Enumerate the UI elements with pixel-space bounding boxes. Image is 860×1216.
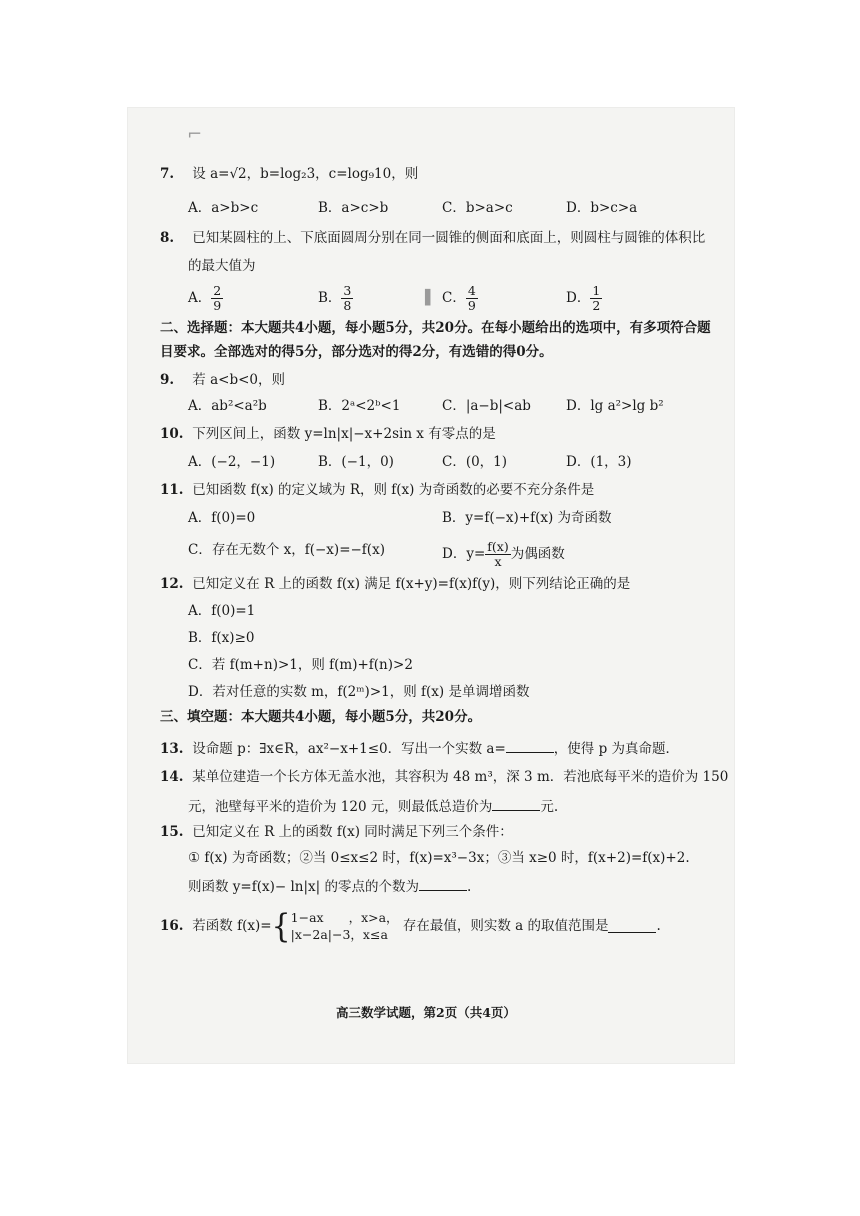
question-number: 14. [160, 769, 184, 785]
answer-blank[interactable] [506, 740, 554, 753]
option-label: A． [188, 289, 212, 306]
question-15-line3 [188, 878, 471, 895]
option-b: B．(−1，0) [318, 454, 394, 470]
question-stem-pre: 设命题 p：∃x∈R，ax²−x+1≤0．写出一个实数 a= [192, 741, 506, 757]
option-d: D．lg a²>lg b² [566, 398, 664, 414]
piece-2: |x−2a|−3，x≤a [290, 926, 388, 942]
option-label: C． [442, 289, 466, 306]
question-7 [160, 168, 418, 182]
option-a: A．a>b>c [188, 200, 259, 216]
option-a [188, 284, 223, 313]
option-label: B． [318, 289, 342, 306]
option-d: D．若对任意的实数 m，f(2ᵐ)>1，则 f(x) 是单调增函数 [188, 684, 530, 700]
option-d: D．b>c>a [566, 200, 638, 216]
question-9 [160, 374, 285, 388]
fraction [466, 284, 478, 313]
numerator: 2 [213, 283, 222, 298]
option-a: A．(−2，−1) [188, 454, 276, 470]
question-stem-post: ，使得 p 为真命题． [553, 741, 680, 757]
question-stem-pre: 元，池壁每平米的造价为 120 元，则最低总造价为 [188, 799, 493, 815]
option-d [442, 540, 565, 569]
numerator: 4 [467, 283, 476, 298]
question-stem-post: 存在最值，则实数 a 的取值范围是 [402, 918, 609, 935]
option-c: C．存在无数个 x，f(−x)=−f(x) [188, 542, 385, 558]
option-b: B．f(x)≥0 [188, 630, 255, 646]
question-stem-post: . [467, 879, 472, 895]
option-c: C．若 f(m+n)>1，则 f(m)+f(n)>2 [188, 657, 413, 673]
question-stem: 设 a=√2，b=log₂3，c=log₉10，则 [192, 166, 419, 182]
denominator: 8 [343, 297, 352, 313]
numerator: f(x) [487, 539, 509, 554]
piecewise-function [291, 910, 399, 944]
section-3-heading: 三、填空题：本大题共4小题，每小题5分，共20分。 [160, 709, 482, 725]
answer-blank[interactable] [492, 798, 540, 811]
fraction [341, 284, 353, 313]
scan-mark: ⌐ [187, 124, 203, 145]
option-d-prefix: D．y= [442, 545, 486, 562]
option-b: B．2ᵃ<2ᵇ<1 [318, 398, 401, 414]
option-a: A．f(0)=0 [188, 510, 256, 526]
option-c: C．(0，1) [442, 454, 508, 470]
question-stem-pre: 若函数 f(x)= [192, 918, 272, 935]
scan-mark: ▌ [425, 290, 436, 306]
option-d-suffix: 为偶函数 [510, 545, 565, 562]
page-footer: 高三数学试题，第2页（共4页） [336, 1005, 516, 1020]
question-number: 8. [160, 230, 175, 246]
option-a: A．f(0)=1 [188, 603, 256, 619]
question-stem-line1: 某单位建造一个长方体无盖水池，其容积为 48 m³，深 3 m．若池底每平米的造价为 150 [192, 769, 729, 785]
question-14-line2 [188, 798, 558, 815]
denominator: 9 [467, 297, 476, 313]
question-13 [160, 740, 679, 757]
denominator: 2 [592, 297, 601, 313]
question-8 [160, 232, 705, 246]
numerator: 1 [592, 283, 601, 298]
option-c: C．|a−b|<ab [442, 398, 531, 414]
question-8-line2: 的最大值为 [188, 258, 256, 274]
option-d: D．(1，3) [566, 454, 632, 470]
denominator: x [494, 553, 502, 569]
question-stem-line1: 已知某圆柱的上、下底面圆周分别在同一圆锥的侧面和底面上，则圆柱与圆锥的体积比 [192, 230, 706, 246]
option-b: B．a>c>b [318, 200, 389, 216]
question-12 [160, 578, 630, 592]
question-stem: 若 a<b<0，则 [192, 372, 285, 388]
question-stem: 已知定义在 R 上的函数 f(x) 满足 f(x+y)=f(x)f(y)，则下列结论正确的是 [192, 576, 631, 592]
question-14 [160, 771, 728, 785]
question-number: 13. [160, 741, 184, 757]
brace-symbol: { [271, 907, 291, 946]
question-stem-line1: 已知定义在 R 上的函数 f(x) 同时满足下列三个条件： [192, 824, 513, 840]
question-15-line2: ① f(x) 为奇函数；②当 0≤x≤2 时，f(x)=x³−3x；③当 x≥0 时，f(x+2)=f(x)+2. [188, 850, 690, 866]
question-11 [160, 484, 594, 498]
question-stem: 下列区间上，函数 y=ln|x|−x+2sin x 有零点的是 [192, 426, 496, 442]
option-a: A．ab²<a²b [188, 398, 267, 414]
option-b [318, 284, 353, 313]
fraction [211, 284, 223, 313]
question-number: 9. [160, 372, 175, 388]
question-end: . [656, 918, 661, 935]
option-d [566, 284, 602, 313]
question-number: 10. [160, 426, 184, 442]
numerator: 3 [343, 283, 352, 298]
question-16 [160, 907, 661, 946]
question-number: 7. [160, 166, 175, 182]
question-stem-post: 元. [540, 799, 559, 815]
fraction [590, 284, 602, 313]
question-stem: 已知函数 f(x) 的定义域为 R，则 f(x) 为奇函数的必要不充分条件是 [192, 482, 595, 498]
piece-1: 1−ax ，x>a， [290, 910, 399, 925]
option-label: D． [566, 289, 591, 306]
question-stem-pre: 则函数 y=f(x)− ln|x| 的零点的个数为 [188, 879, 419, 895]
question-number: 16. [160, 918, 184, 935]
section-2-heading-line2: 目要求。全部选对的得5分，部分选对的得2分，有选错的得0分。 [160, 344, 553, 360]
answer-blank[interactable] [608, 920, 656, 933]
question-15 [160, 826, 513, 840]
option-c [442, 284, 478, 313]
answer-blank[interactable] [419, 878, 467, 891]
question-10 [160, 428, 496, 442]
fraction [485, 540, 510, 569]
section-2-heading: 二、选择题：本大题共4小题，每小题5分，共20分。在每小题给出的选项中，有多项符合题 [160, 320, 711, 336]
question-number: 15. [160, 824, 184, 840]
denominator: 9 [213, 297, 222, 313]
question-number: 11. [160, 482, 184, 498]
option-c: C．b>a>c [442, 200, 513, 216]
question-number: 12. [160, 576, 184, 592]
option-b: B．y=f(−x)+f(x) 为奇函数 [442, 510, 612, 526]
